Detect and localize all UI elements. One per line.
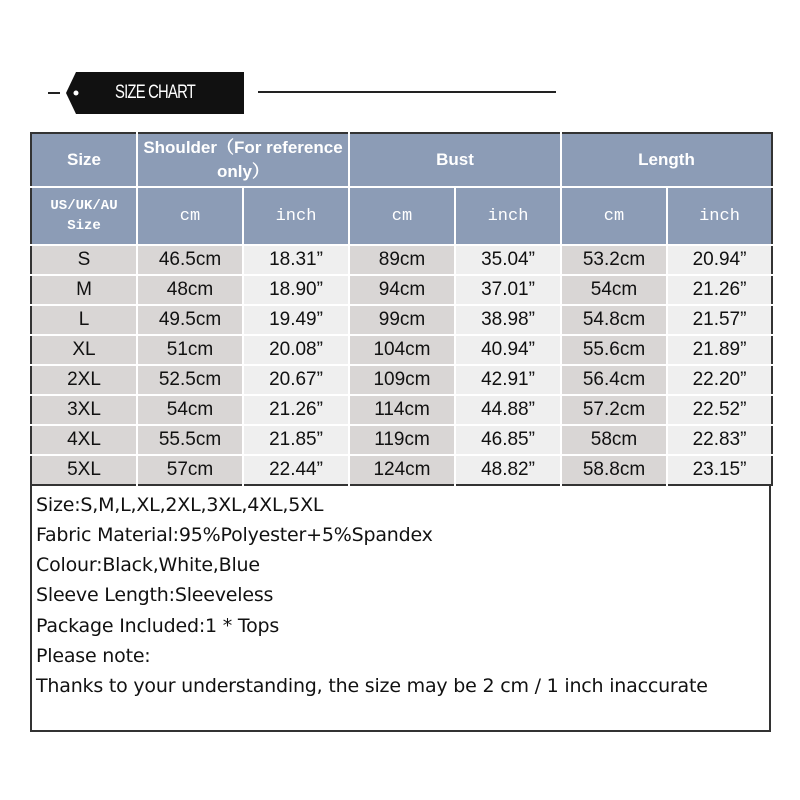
unit-shoulder-cm: cm (137, 187, 243, 245)
header-dash (48, 92, 60, 94)
cell-length-inch: 21.57” (667, 305, 772, 335)
cell-shoulder-cm: 51cm (137, 335, 243, 365)
header-shoulder: Shoulder（For reference only） (137, 133, 349, 187)
cell-length-cm: 57.2cm (561, 395, 667, 425)
header-rule (258, 91, 556, 93)
info-note-label: Please note: (36, 645, 151, 667)
cell-bust-cm: 89cm (349, 245, 455, 275)
cell-size: 2XL (31, 365, 137, 395)
cell-length-cm: 56.4cm (561, 365, 667, 395)
cell-shoulder-inch: 21.26” (243, 395, 349, 425)
cell-shoulder-cm: 48cm (137, 275, 243, 305)
unit-length-cm: cm (561, 187, 667, 245)
cell-bust-cm: 114cm (349, 395, 455, 425)
cell-shoulder-cm: 55.5cm (137, 425, 243, 455)
unit-bust-cm: cm (349, 187, 455, 245)
cell-shoulder-cm: 52.5cm (137, 365, 243, 395)
table-row (31, 455, 772, 485)
cell-shoulder-inch: 18.31” (243, 245, 349, 275)
cell-bust-inch: 46.85” (455, 425, 561, 455)
cell-bust-cm: 94cm (349, 275, 455, 305)
table-row (31, 425, 772, 455)
unit-length-inch: inch (667, 187, 772, 245)
cell-bust-inch: 48.82” (455, 455, 561, 485)
cell-length-cm: 58.8cm (561, 455, 667, 485)
header-bust: Bust (349, 133, 561, 187)
cell-length-inch: 22.20” (667, 365, 772, 395)
cell-bust-inch: 40.94” (455, 335, 561, 365)
cell-shoulder-cm: 49.5cm (137, 305, 243, 335)
table-row (31, 395, 772, 425)
cell-shoulder-cm: 54cm (137, 395, 243, 425)
size-table (30, 132, 773, 486)
cell-bust-cm: 124cm (349, 455, 455, 485)
cell-length-inch: 21.89” (667, 335, 772, 365)
cell-length-cm: 58cm (561, 425, 667, 455)
cell-shoulder-inch: 18.90” (243, 275, 349, 305)
table-row (31, 275, 772, 305)
size-chart-header (0, 0, 800, 130)
cell-size: 4XL (31, 425, 137, 455)
unit-shoulder-inch: inch (243, 187, 349, 245)
info-package: Package Included:1 * Tops (36, 615, 280, 637)
cell-bust-cm: 104cm (349, 335, 455, 365)
cell-length-inch: 21.26” (667, 275, 772, 305)
product-info (30, 486, 771, 732)
cell-bust-cm: 99cm (349, 305, 455, 335)
cell-length-inch: 23.15” (667, 455, 772, 485)
info-colour: Colour:Black,White,Blue (36, 554, 260, 576)
cell-shoulder-inch: 19.49” (243, 305, 349, 335)
cell-length-cm: 53.2cm (561, 245, 667, 275)
info-size: Size:S,M,L,XL,2XL,3XL,4XL,5XL (36, 494, 324, 516)
cell-shoulder-cm: 57cm (137, 455, 243, 485)
cell-bust-inch: 37.01” (455, 275, 561, 305)
cell-size: L (31, 305, 137, 335)
cell-size: M (31, 275, 137, 305)
info-sleeve: Sleeve Length:Sleeveless (36, 584, 274, 606)
cell-bust-cm: 119cm (349, 425, 455, 455)
cell-length-cm: 54.8cm (561, 305, 667, 335)
cell-shoulder-inch: 22.44” (243, 455, 349, 485)
cell-shoulder-inch: 20.08” (243, 335, 349, 365)
table-body (31, 245, 772, 485)
size-chart-title: SIZE CHART (114, 82, 196, 103)
cell-length-cm: 54cm (561, 275, 667, 305)
cell-length-inch: 22.83” (667, 425, 772, 455)
cell-bust-cm: 109cm (349, 365, 455, 395)
header-size-region: US/UK/AU Size (31, 187, 137, 245)
cell-bust-inch: 35.04” (455, 245, 561, 275)
title-tag (66, 72, 244, 114)
unit-bust-inch: inch (455, 187, 561, 245)
cell-size: 3XL (31, 395, 137, 425)
cell-bust-inch: 44.88” (455, 395, 561, 425)
cell-shoulder-inch: 21.85” (243, 425, 349, 455)
table-row (31, 335, 772, 365)
header-size: Size (31, 133, 137, 187)
cell-length-cm: 55.6cm (561, 335, 667, 365)
cell-length-inch: 20.94” (667, 245, 772, 275)
info-note-text: Thanks to your understanding, the size may be 2 cm / 1 inch inaccurate (36, 675, 708, 697)
cell-size: S (31, 245, 137, 275)
table-row (31, 365, 772, 395)
table-row (31, 305, 772, 335)
table-row (31, 245, 772, 275)
cell-bust-inch: 42.91” (455, 365, 561, 395)
info-fabric: Fabric Material:95%Polyester+5%Spandex (36, 524, 433, 546)
cell-size: 5XL (31, 455, 137, 485)
cell-size: XL (31, 335, 137, 365)
header-length: Length (561, 133, 772, 187)
cell-length-inch: 22.52” (667, 395, 772, 425)
cell-bust-inch: 38.98” (455, 305, 561, 335)
cell-shoulder-inch: 20.67” (243, 365, 349, 395)
cell-shoulder-cm: 46.5cm (137, 245, 243, 275)
